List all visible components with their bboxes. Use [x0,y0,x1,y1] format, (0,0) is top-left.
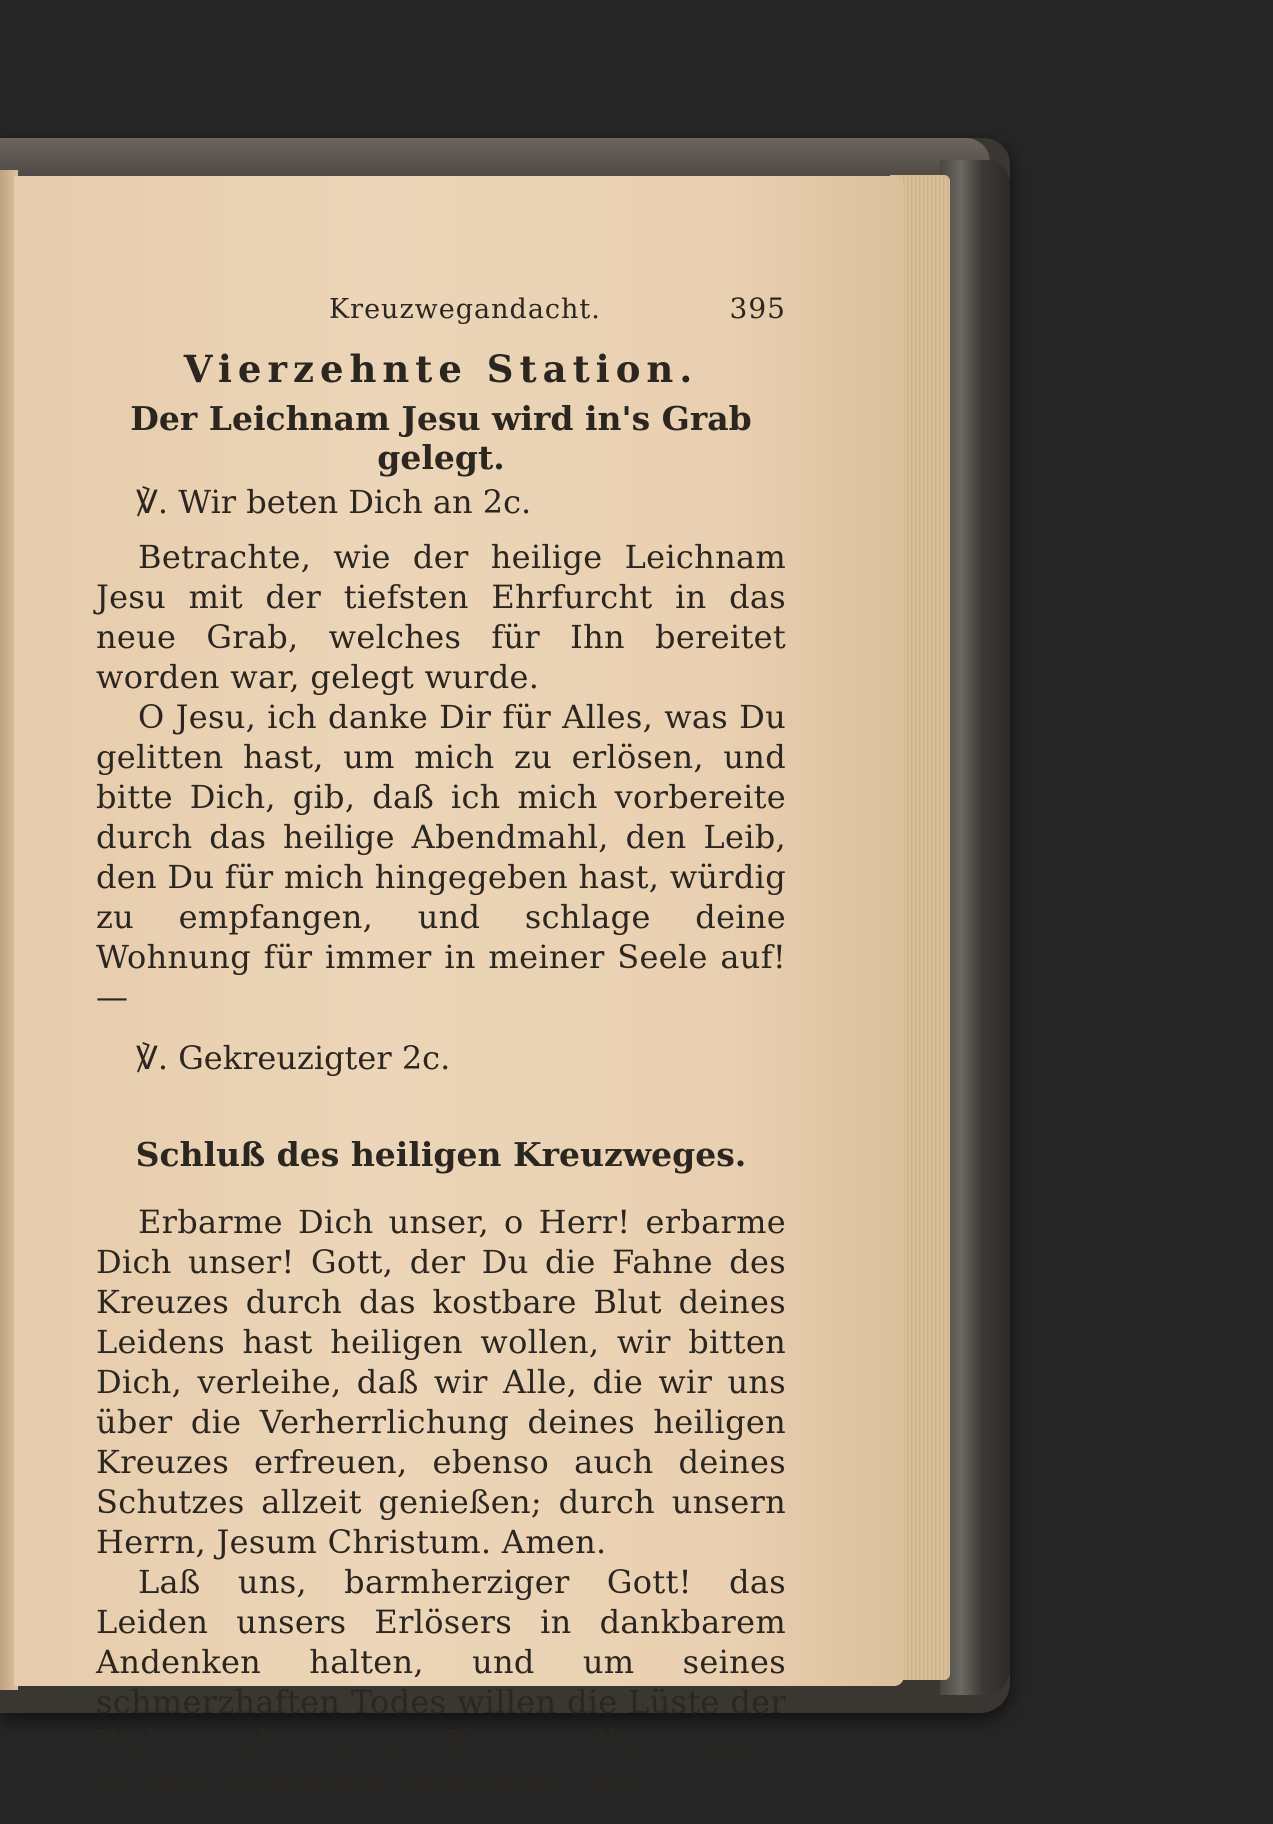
closing-title: Schluß des heiligen Kreuzweges. [135,1135,747,1174]
running-header [329,292,786,325]
station-subtitle: Der Leichnam Jesu wird in's Grab gelegt. [130,399,752,477]
station-title: Vierzehnte Station. [183,347,699,391]
station-paragraph-1: Betrachte, wie der heilige Leichnam Jesu mit der tiefsten Ehrfurcht in das neue Grab, welches für Ihn bereitet worden war, gelegt wurde. [96,538,786,696]
page-text [96,292,786,1802]
book-spine-edge [940,160,1010,1695]
versicle-open: ℣. Wir beten Dich an 2c. [136,483,532,521]
closing-paragraph-1: Erbarme Dich unser, o Herr! erbarme Dich unser! Gott, der Du die Fahne des Kreuzes durch das kostbare Blut deines Leidens hast heiligen wollen, wir bitten Dich, verleihe, daß wir Alle, die wir uns über die Verherrlichung deines heiligen Kreuzes erfreuen, ebenso auch deines Schutzes allzeit genießen; durch unsern Herrn, Jesum Christum. Amen. [96,1203,786,1561]
page-number: 395 [729,292,786,325]
running-title: Kreuzwegandacht. [329,294,601,325]
station-paragraph-2: O Jesu, ich danke Dir für Alles, was Du gelitten hast, um mich zu erlösen, und bitte Dich, gib, daß ich mich vorbereite durch das heilige Abendmahl, den Leib, den Du für mich hingegeben hast, würdig zu empfangen, und schlage deine Wohnung für immer in meiner Seele auf! — [96,698,786,1016]
versicle-close: ℣. Gekreuzigter 2c. [136,1039,451,1077]
closing-paragraph-2: Laß uns, barmherziger Gott! das Leiden unsers Erlösers in dankbarem Andenken halten, und um seines schmerzhaften Todes willen die Lüste der Welt meiden, unser Kreuz willig tragen, in aller Heiligung zunehmen, bis [96,1563,786,1801]
